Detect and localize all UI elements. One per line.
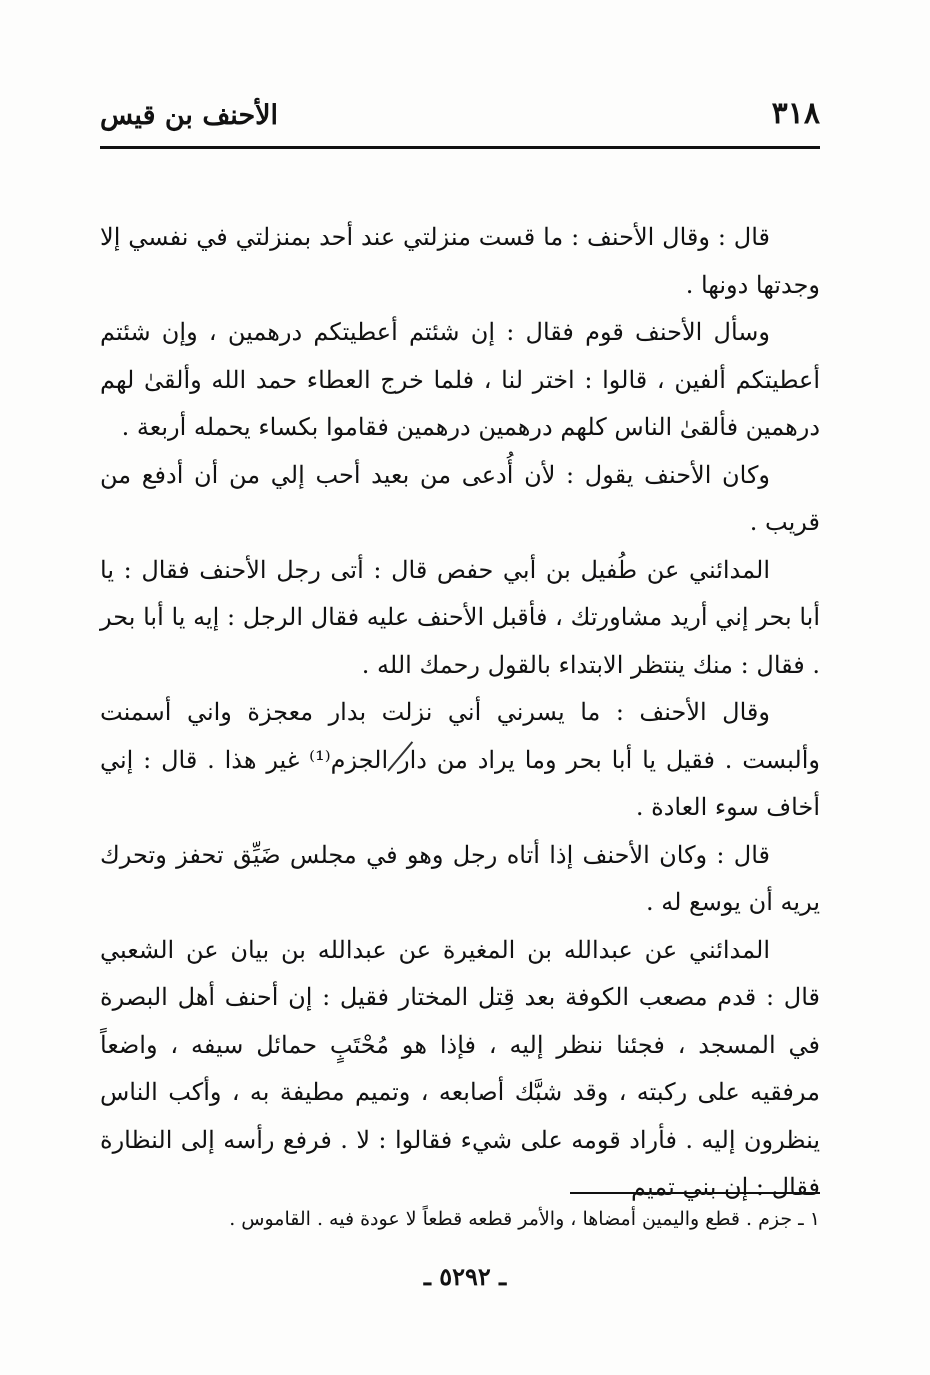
footnote: ١ ـ جزم . قطع واليمين أمضاها ، والأمر قطعه قطعاً لا عودة فيه . القاموس . (229, 1208, 820, 1230)
page-header (100, 96, 820, 146)
running-title: الأحنف بن قيس (100, 100, 279, 131)
paragraph: وكان الأحنف يقول : لأن أُدعى من بعيد أحب إلي من أن أدفع من قريب . (100, 460, 820, 536)
header-rule (100, 146, 820, 149)
paragraph: وقال الأحنف : ما يسرني أني نزلت بدار معجزة واني أسمنت وألبست . فقيل يا أبا بحر وما يراد من دار الجزم⁽¹⁾ غير هذا . قال : إني أخاف سوء العادة . (100, 698, 820, 821)
paragraph: قال : وكان الأحنف إذا أتاه رجل وهو في مجلس ضَيِّق تحفز وتحرك يريه أن يوسع له . (100, 840, 820, 916)
paragraph: قال : وقال الأحنف : ما قست منزلتي عند أحد بمنزلتي في نفسي إلا وجدتها دونها . (100, 223, 820, 299)
footnote-rule (570, 1192, 820, 1194)
folio-number: ـ ٥٢٩٢ ـ (423, 1262, 507, 1291)
page-number: ٣١٨ (771, 96, 820, 131)
body-text (100, 214, 820, 1212)
paragraph: المدائني عن طُفيل بن أبي حفص قال : أتى رجل الأحنف فقال : يا أبا بحر إني أريد مشاورتك ، فأقبل الأحنف عليه فقال الرجل : إيه يا أبا بحر . فقال : منك ينتظر الابتداء بالقول رحمك الله . (100, 555, 820, 679)
paragraph: المدائني عن عبدالله بن المغيرة عن عبدالله بن بيان عن الشعبي قال : قدم مصعب الكوفة بعد قِتل المختار فقيل : إن أحنف أهل البصرة في المسجد ، فجئنا ننظر إليه ، فإذا هو مُحْتَبٍ حمائل سيفه ، واضعاً مرفقيه على ركبته ، وقد شبَّك أصابعه ، وتميم مطيفة به ، وأكب الناس ينظرون إليه . فأراد قومه على شيء فقالوا : لا . فرفع رأسه إلى النظارة فقال : إن بني تميم (100, 935, 820, 1201)
paragraph: وسأل الأحنف قوم فقال : إن شئتم أعطيتكم درهمين ، وإن شئتم أعطيتكم ألفين ، قالوا : اختر لنا ، فلما خرج العطاء حمد الله وألقىٰ لهم درهمين فألقىٰ الناس كلهم درهمين درهمين فقاموا بكساء يحمله أربعة . (100, 318, 820, 441)
